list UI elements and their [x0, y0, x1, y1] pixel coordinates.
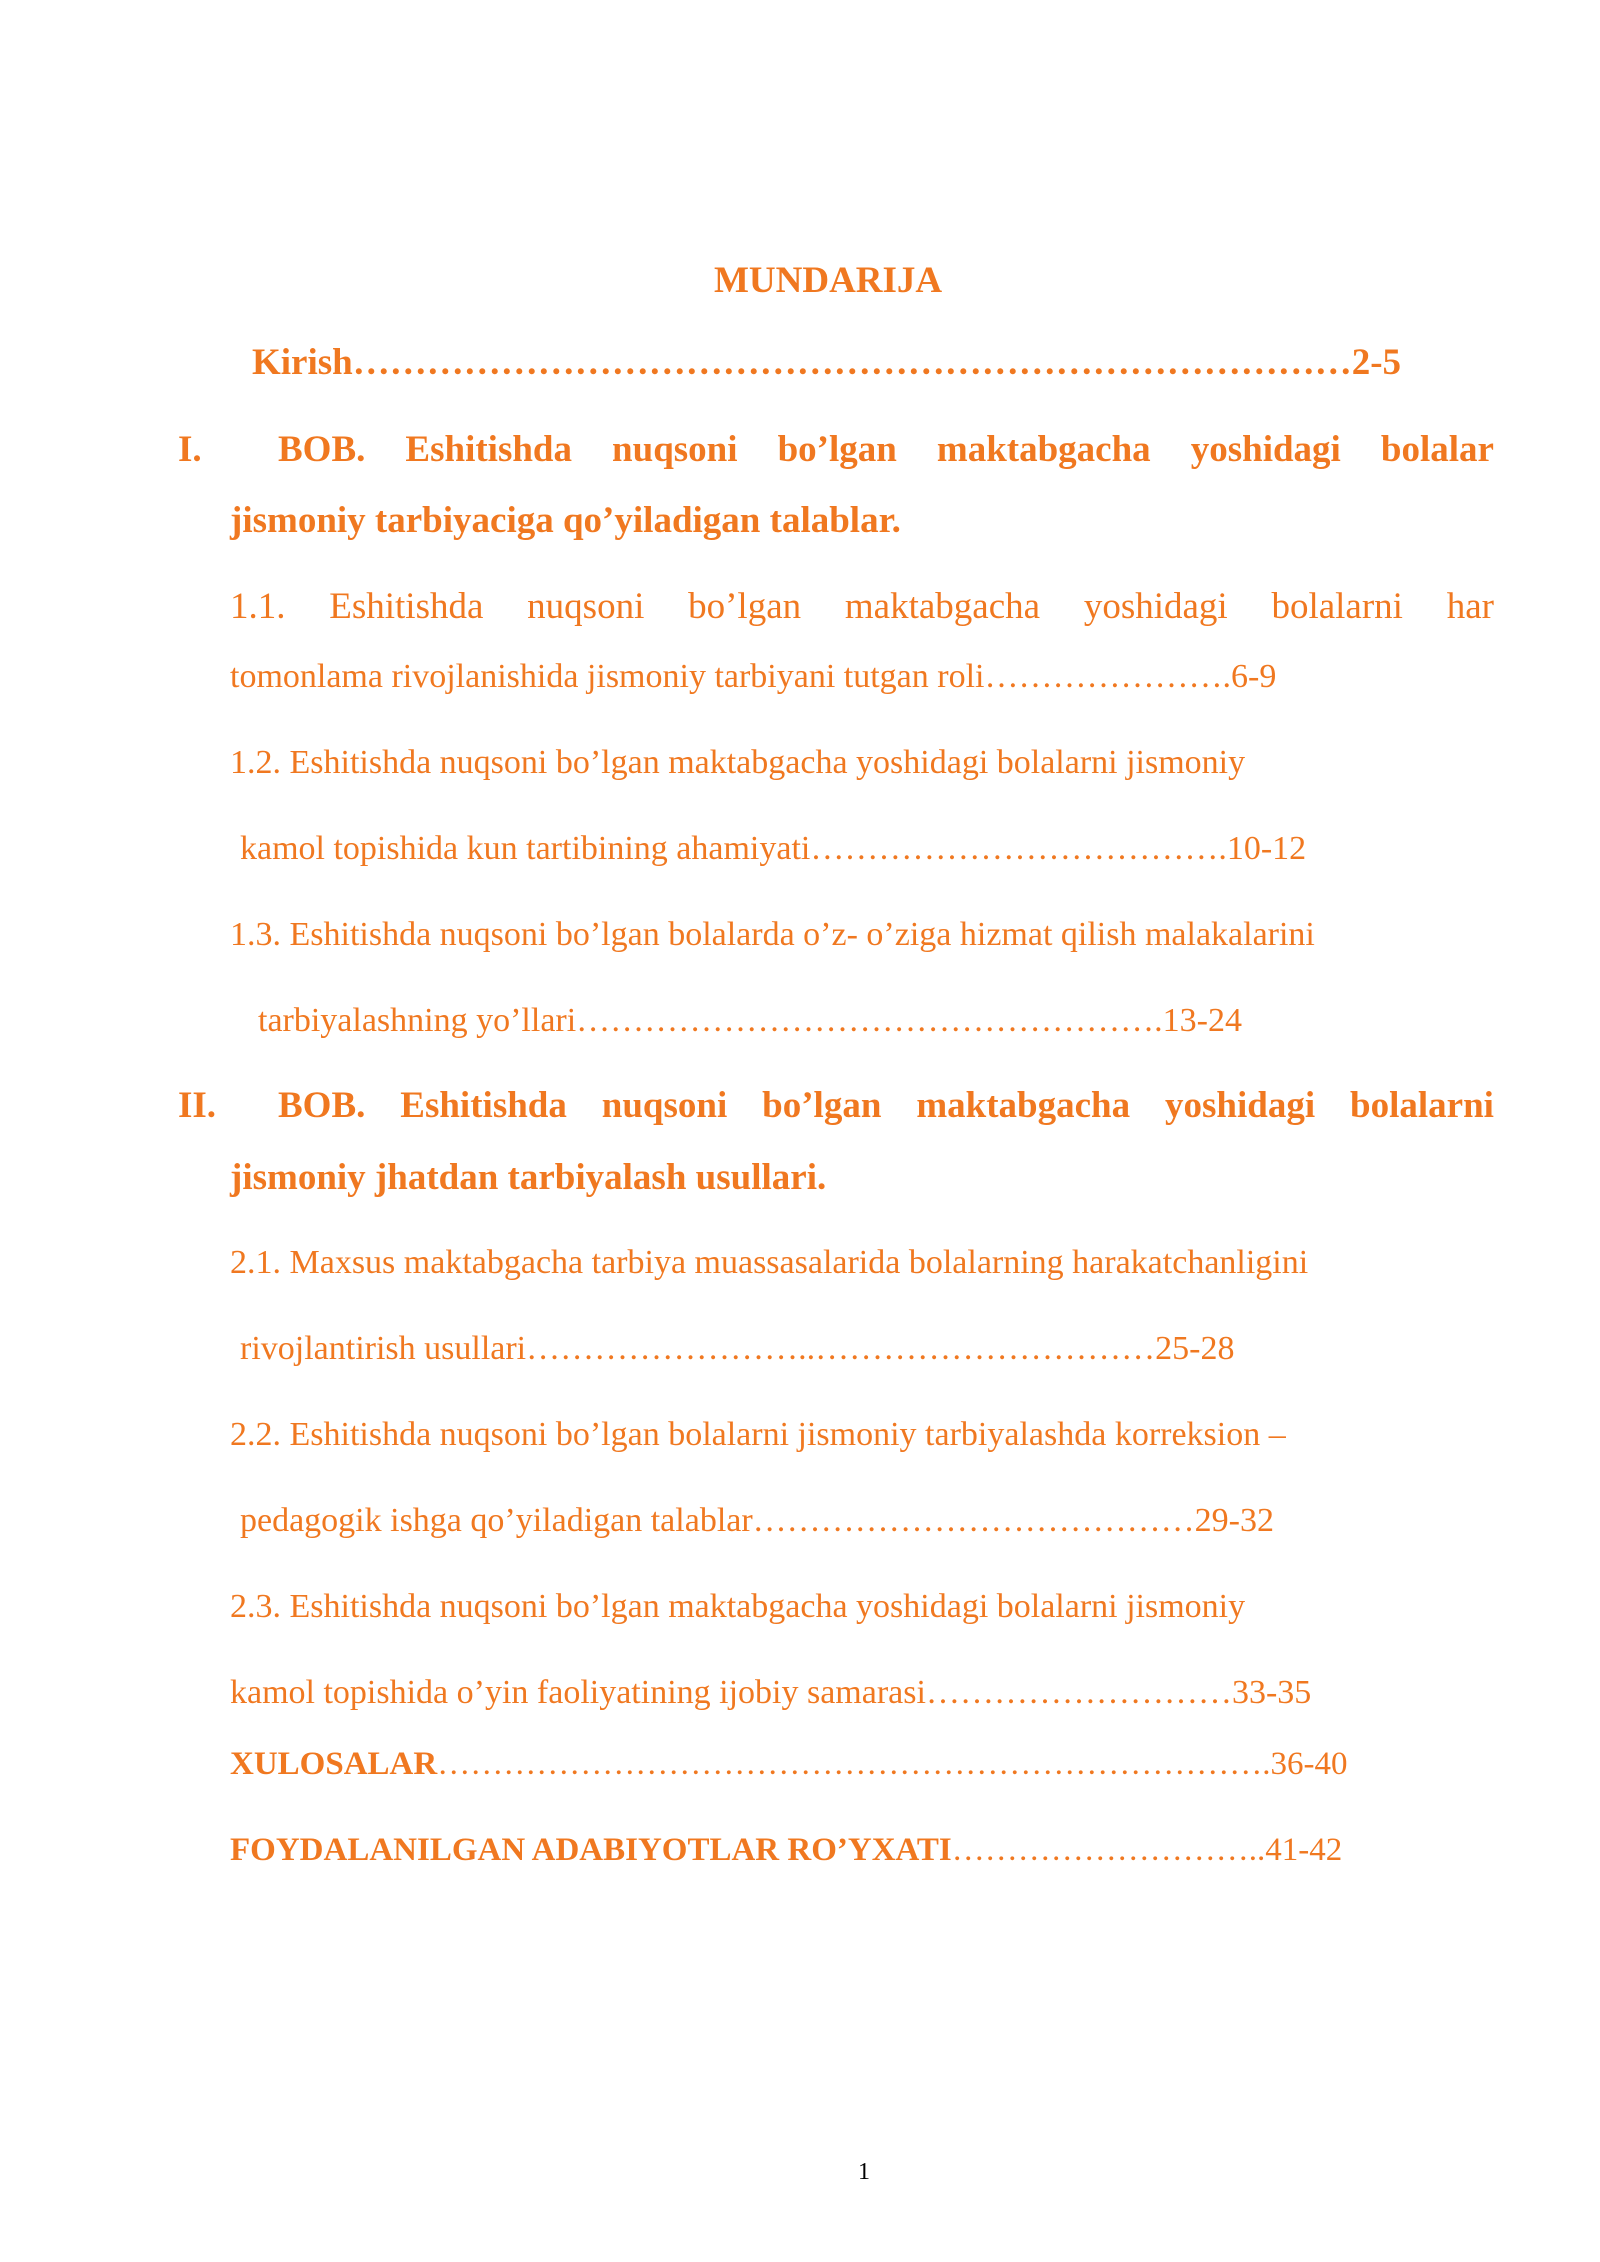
toc-entry-line: rivojlantirish usullari……………………..…………………………25-28 — [240, 1330, 1235, 1367]
word: 1.1. — [230, 586, 286, 627]
toc-entry-leader: ………………………………………………………………….36-40 — [437, 1746, 1348, 1782]
toc-entry-line: pedagogik ishga qo’yiladigan talablar…………………………………29-32 — [240, 1502, 1274, 1539]
word: bolalarni — [1350, 1085, 1494, 1126]
chapter-number: I. — [178, 429, 202, 470]
toc-entry-line — [230, 588, 1494, 625]
toc-entry-intro: Kirish………………………………………………………………………2-5 — [252, 342, 1402, 383]
page-number: 1 — [858, 2159, 870, 2185]
word: BOB. — [278, 1085, 366, 1126]
toc-entry-line: 2.1. Maxsus maktabgacha tarbiya muassasalarida bolalarning harakatchanligini — [230, 1244, 1309, 1281]
word: yoshidagi — [1190, 429, 1341, 470]
toc-entry-label: XULOSALAR — [230, 1746, 438, 1782]
word: bo’lgan — [762, 1085, 882, 1126]
toc-entry-line: 1.3. Eshitishda nuqsoni bo’lgan bolalarda o’z- o’ziga hizmat qilish malakalarini — [230, 916, 1315, 953]
word: bolalarni — [1271, 586, 1403, 627]
word: Eshitishda — [400, 1085, 567, 1126]
chapter-title-line: jismoniy jhatdan tarbiyalash usullari. — [230, 1157, 827, 1198]
word: BOB. — [278, 429, 366, 470]
page-title: MUNDARIJA — [714, 260, 943, 301]
toc-entry-line: tarbiyalashning yo’llari…………………………………………….13-24 — [258, 1002, 1243, 1039]
word: nuqsoni — [601, 1085, 728, 1126]
toc-entry-label: FOYDALANILGAN ADABIYOTLAR RO’YXATI — [230, 1832, 952, 1868]
word: Eshitishda — [329, 586, 484, 627]
toc-entry-line: tomonlama rivojlanishida jismoniy tarbiyani tutgan roli………………….6-9 — [230, 658, 1277, 695]
word: bo’lgan — [688, 586, 802, 627]
toc-entry-leader: ………………………..41-42 — [951, 1832, 1343, 1868]
word: nuqsoni — [612, 429, 738, 470]
toc-entry-line: 2.3. Eshitishda nuqsoni bo’lgan maktabgacha yoshidagi bolalarni jismoniy — [230, 1588, 1246, 1625]
chapter-title-line — [278, 1087, 1494, 1124]
chapter-title-line: jismoniy tarbiyaciga qo’yiladigan talablar. — [230, 500, 901, 541]
word: bo’lgan — [777, 429, 897, 470]
word: maktabgacha — [916, 1085, 1131, 1126]
toc-entry-conclusions — [230, 1748, 1347, 1781]
word: bolalar — [1380, 429, 1494, 470]
toc-entry-line: kamol topishida kun tartibining ahamiyati……………………………….10-12 — [240, 830, 1307, 867]
word: nuqsoni — [527, 586, 645, 627]
toc-entry-line: 2.2. Eshitishda nuqsoni bo’lgan bolalarni jismoniy tarbiyalashda korreksion – — [230, 1416, 1286, 1453]
toc-entry-line: 1.2. Eshitishda nuqsoni bo’lgan maktabgacha yoshidagi bolalarni jismoniy — [230, 744, 1246, 781]
chapter-number: II. — [178, 1085, 217, 1126]
word: yoshidagi — [1083, 586, 1228, 627]
word: maktabgacha — [844, 586, 1041, 627]
toc-entry-line: kamol topishida o’yin faoliyatining ijobiy samarasi………………………33-35 — [230, 1674, 1312, 1711]
toc-entry-references — [230, 1834, 1342, 1867]
word: har — [1446, 586, 1494, 627]
chapter-title-line — [278, 431, 1494, 468]
word: maktabgacha — [936, 429, 1151, 470]
word: yoshidagi — [1165, 1085, 1316, 1126]
word: Eshitishda — [405, 429, 573, 470]
